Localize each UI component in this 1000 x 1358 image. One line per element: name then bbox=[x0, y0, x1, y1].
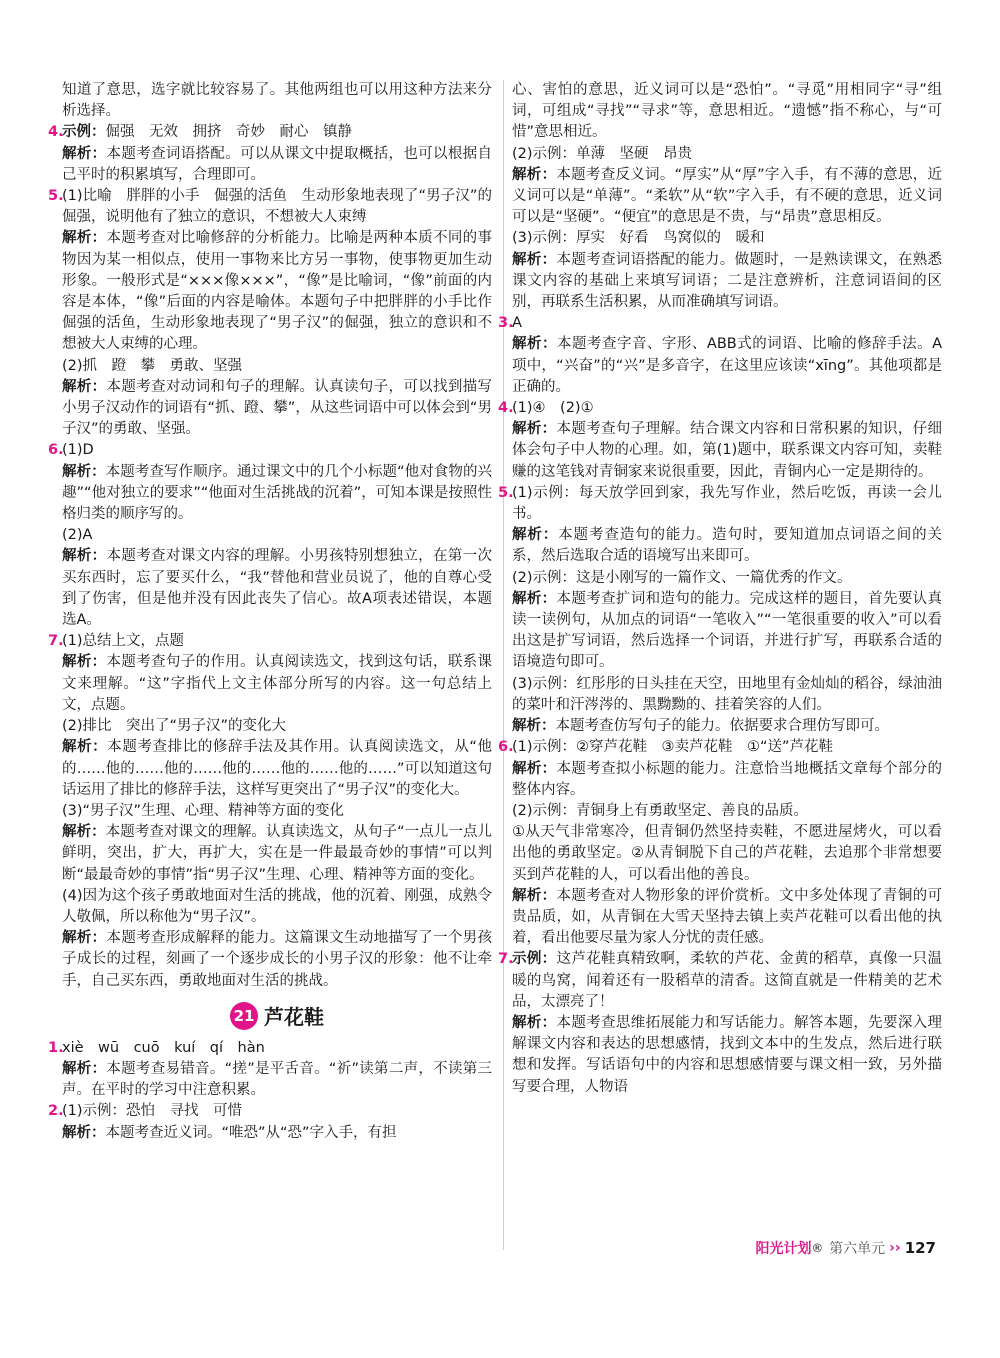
answer-text: 知道了意思，选字就比较容易了。其他两组也可以用这种方法来分析选择。 bbox=[62, 82, 492, 120]
analysis-paragraph bbox=[512, 419, 942, 483]
answer-text: (4)因为这个孩子勇敢地面对生活的挑战，他的沉着、刚强，成熟令人敬佩，所以称他为“男子汉”。 bbox=[62, 887, 492, 925]
answer-text: (2)示例：这是小刚写的一篇作文、一篇优秀的作文。 bbox=[512, 569, 852, 586]
answer-paragraph bbox=[498, 949, 943, 1013]
answer-text: 本题考查写作顺序。通过课文中的几个小标题“他对食物的兴趣”“他对独立的要求”“他面对生活挑战的沉着”，可知本课是按照性格归类的顺序写的。 bbox=[62, 463, 493, 523]
analysis-paragraph bbox=[62, 377, 492, 441]
answer-label: 解析： bbox=[512, 166, 557, 183]
answer-text: (1)示例：恐怕 寻找 可惜 bbox=[62, 1103, 243, 1120]
analysis-paragraph bbox=[62, 546, 492, 631]
answer-text: 本题考查造句的能力。造句时，要知道加点词语之间的关系，然后选取合适的语境写出来即可。 bbox=[512, 527, 943, 565]
answer-label: 示例： bbox=[512, 951, 557, 968]
answer-text: 本题考查思维拓展能力和写话能力。解答本题，先要深入理解课文内容和表达的思想感情，找到文本中的生发点，然后进行联想和发挥。写话语句中的内容和思想感情要与课文相一致，另外描写要合理，人物语 bbox=[512, 1014, 943, 1095]
answer-label: 解析： bbox=[62, 1124, 106, 1141]
answer-label: 解析： bbox=[62, 145, 107, 162]
analysis-paragraph bbox=[512, 886, 942, 950]
answer-paragraph bbox=[48, 186, 492, 228]
registered-mark: ® bbox=[811, 1241, 824, 1255]
answer-text: 本题考查词语搭配的能力。做题时，一是熟读课文，在熟悉课文内容的基础上来填写词语；二是注意辨析，注意词语间的区别，再联系生活积累，从而准确填写词语。 bbox=[512, 251, 943, 311]
answer-text: 本题考查对课文内容的理解。小男孩特别想独立，在第一次买东西时，忘了要买什么，“我”替他和营业员说了，他的自尊心受到了伤害，但是他并没有因此丧失了信心。故A项表述错误，本题选A。 bbox=[62, 548, 493, 629]
answer-label: 解析： bbox=[512, 887, 557, 904]
question-number: 3. bbox=[498, 315, 514, 332]
answer-label: 解析： bbox=[62, 1060, 107, 1077]
answer-label: 解析： bbox=[62, 378, 107, 395]
answer-paragraph bbox=[48, 1038, 492, 1059]
answer-paragraph bbox=[62, 525, 492, 546]
answer-paragraph bbox=[48, 122, 492, 143]
answer-text: xiè wū cuō kuí qí hàn bbox=[62, 1039, 265, 1056]
answer-text: 本题考查句子理解。结合课文内容和日常积累的知识，仔细体会句子中人物的心理。如，第(1)题中，联系课文内容可知，卖鞋赚的这笔钱对青铜家来说很重要，因此，青铜内心一定是期待的。 bbox=[512, 421, 943, 480]
answer-label: 解析： bbox=[62, 824, 106, 841]
answer-label: 解析： bbox=[512, 718, 556, 735]
question-number: 4. bbox=[48, 124, 64, 141]
answer-text: (2)抓 蹬 攀 勇敢、坚强 bbox=[62, 357, 243, 374]
answer-paragraph bbox=[48, 440, 492, 461]
answer-paragraph bbox=[512, 674, 942, 716]
answer-text: (3)示例：厚实 好看 鸟窝似的 暖和 bbox=[512, 230, 765, 247]
answer-text: (1)④ (2)① bbox=[512, 400, 594, 417]
answer-text: 本题考查近义词。“唯恐”从“恐”字入手，有担 bbox=[105, 1124, 397, 1141]
question-number: 1. bbox=[48, 1039, 64, 1056]
answer-label: 解析： bbox=[62, 654, 107, 671]
answer-text: 本题考查对比喻修辞的分析能力。比喻是两种本质不同的事物因为某一相似点，使用一事物来比方另一事物，使事物更加生动形象。一般形式是“×××像×××”，“像”是比喻词，“像”前面的内容是本体，“像”后面的内容是喻体。本题句子中把胖胖的小手比作倔强的活鱼，生动形象地表现了“男子汉”的倔强，独立的意识和不想被大人束缚的心理。 bbox=[62, 230, 493, 353]
answer-label: 解析： bbox=[512, 421, 557, 438]
question-number: 2. bbox=[48, 1103, 64, 1120]
answer-paragraph bbox=[512, 801, 942, 822]
answer-text: (1)总结上文，点题 bbox=[62, 633, 185, 650]
answer-paragraph bbox=[62, 801, 492, 822]
answer-paragraph bbox=[498, 737, 942, 758]
answer-text: 倔强 无效 拥挤 奇妙 耐心 镇静 bbox=[105, 124, 352, 141]
question-number: 7. bbox=[48, 633, 64, 650]
analysis-paragraph bbox=[512, 759, 942, 801]
answer-text: (3)“男子汉”生理、心理、精神等方面的变化 bbox=[62, 802, 345, 819]
analysis-paragraph bbox=[62, 1059, 492, 1101]
left-column bbox=[48, 80, 493, 1144]
page-number: 127 bbox=[904, 1239, 936, 1257]
unit-label: 第六单元 bbox=[829, 1241, 886, 1257]
arrows-icon: ›› bbox=[889, 1240, 901, 1256]
analysis-paragraph bbox=[512, 334, 942, 398]
answer-paragraph bbox=[512, 568, 942, 589]
lesson-title bbox=[62, 998, 492, 1034]
answer-paragraph bbox=[62, 356, 492, 377]
answer-text: 本题考查拟小标题的能力。注意恰当地概括文章每个部分的整体内容。 bbox=[512, 760, 943, 798]
right-column bbox=[498, 80, 943, 1098]
answer-text: 本题考查对课文的理解。认真读选文，从句子“一点儿一点儿鲜明，突出，扩大，再扩大，实在是一件最最奇妙的事情”可以判断“最最奇妙的事情”指“男子汉”生理、心理、精神等方面的变化。 bbox=[62, 824, 493, 883]
answer-label: 解析： bbox=[512, 336, 557, 353]
question-number: 6. bbox=[498, 739, 514, 756]
analysis-paragraph bbox=[512, 165, 942, 229]
answer-paragraph bbox=[512, 822, 942, 886]
page-footer bbox=[755, 1238, 936, 1258]
question-number: 4. bbox=[498, 400, 514, 417]
column-divider bbox=[503, 80, 504, 1250]
answer-text: 本题考查易错音。“搓”是平舌音。“祈”读第二声，不读第三声。在平时的学习中注意积累。 bbox=[62, 1060, 493, 1099]
analysis-paragraph bbox=[512, 1013, 942, 1098]
answer-text: 心、害怕的意思，近义词可以是“恐怕”。“寻觅”用相同字“寻”组词，可组成“寻找”“寻求”等，意思相近。“遗憾”指不称心，与“可惜”意思相近。 bbox=[512, 82, 942, 141]
analysis-paragraph bbox=[62, 928, 492, 992]
question-number: 6. bbox=[48, 442, 64, 459]
answer-paragraph bbox=[512, 144, 942, 165]
answer-text: 本题考查词语搭配。可以从课文中提取概括，也可以根据自己平时的积累填写，合理即可。 bbox=[62, 145, 493, 183]
answer-text: 本题考查对人物形象的评价赏析。文中多处体现了青铜的可贵品质，如，从青铜在大雪天坚持去镇上卖芦花鞋可以看出他的执着，看出他要尽量为家人分忧的责任感。 bbox=[512, 887, 943, 947]
answer-text: 本题考查仿写句子的能力。依据要求合理仿写即可。 bbox=[555, 718, 889, 735]
answer-label: 解析： bbox=[512, 1014, 557, 1031]
analysis-paragraph bbox=[62, 1123, 492, 1144]
answer-text: 本题考查对动词和句子的理解。认真读句子，可以找到描写小男子汉动作的词语有“抓、蹬、攀”，从这些词语中可以体会到“男子汉”的勇敢、坚强。 bbox=[62, 378, 493, 438]
answer-label: 解析： bbox=[512, 527, 559, 544]
answer-text: A bbox=[512, 315, 522, 332]
answer-paragraph bbox=[512, 80, 942, 144]
brand-name: 阳光计划 bbox=[755, 1241, 812, 1257]
analysis-paragraph bbox=[62, 822, 492, 886]
answer-paragraph bbox=[48, 631, 492, 652]
question-number: 7. bbox=[498, 951, 514, 968]
analysis-paragraph bbox=[62, 652, 492, 716]
answer-label: 解析： bbox=[62, 930, 107, 947]
analysis-paragraph bbox=[512, 525, 942, 567]
answer-paragraph bbox=[62, 886, 492, 928]
answer-paragraph bbox=[512, 228, 942, 249]
answer-paragraph bbox=[498, 398, 942, 419]
answer-text: (1)比喻 胖胖的小手 倔强的活鱼 生动形象地表现了“男子汉”的倔强，说明他有了独立的意识，不想被大人束缚 bbox=[62, 188, 492, 226]
analysis-paragraph bbox=[512, 250, 942, 314]
answer-text: (1)D bbox=[62, 442, 94, 459]
answer-text: (1)示例：②穿芦花鞋 ③卖芦花鞋 ①“送”芦花鞋 bbox=[512, 739, 834, 756]
answer-text: (2)A bbox=[62, 527, 93, 544]
answer-text: 本题考查排比的修辞手法及其作用。认真阅读选文，从“他的……他的……他的……他的……他的……他的……”可以知道这句话运用了排比的修辞手法，这样写更突出了“男子汉”的变化大。 bbox=[62, 739, 493, 798]
analysis-paragraph bbox=[62, 462, 492, 526]
answer-label: 解析： bbox=[512, 590, 557, 607]
answer-paragraph bbox=[48, 1101, 492, 1122]
answer-text: (3)示例：红彤彤的日头挂在天空，田地里有金灿灿的稻谷，绿油油的菜叶和汗涔涔的、黑黝黝的、挂着笑容的人们。 bbox=[512, 675, 942, 713]
analysis-paragraph bbox=[512, 716, 942, 737]
answer-text: ①从天气非常寒冷，但青铜仍然坚持卖鞋，不愿进屋烤火，可以看出他的勇敢坚定。②从青铜脱下自己的芦花鞋，去追那个非常想要买到芦花鞋的人，可以看出他的善良。 bbox=[512, 824, 942, 883]
answer-text: (2)排比 突出了“男子汉”的变化大 bbox=[62, 718, 287, 735]
answer-text: (1)示例：每天放学回到家，我先写作业，然后吃饭，再读一会儿书。 bbox=[512, 484, 942, 523]
answer-label: 解析： bbox=[512, 251, 557, 268]
question-number: 5. bbox=[48, 188, 64, 205]
answer-paragraph bbox=[498, 483, 942, 525]
answer-text: 本题考查反义词。“厚实”从“厚”字入手，有不薄的意思，近义词可以是“单薄”。“柔软”从“软”字入手，有不硬的意思，近义词可以是“坚硬”。“便宜”的意思是不贵，与“昂贵”意思相反。 bbox=[512, 166, 943, 226]
answer-text: 本题考查句子的作用。认真阅读选文，找到这句话，联系课文来理解。“这”字指代上文主体部分所写的内容。这一句总结上文，点题。 bbox=[62, 654, 493, 713]
analysis-paragraph bbox=[62, 737, 492, 801]
answer-label: 解析： bbox=[512, 760, 557, 777]
lesson-name: 芦花鞋 bbox=[264, 1005, 324, 1030]
answer-label: 示例： bbox=[62, 124, 106, 141]
answer-text: 本题考查形成解释的能力。这篇课文生动地描写了一个男孩子成长的过程，刻画了一个逐步成长的小男子汉的形象：他不让牵手，自己买东西，勇敢地面对生活的挑战。 bbox=[62, 930, 493, 989]
analysis-paragraph bbox=[62, 228, 492, 355]
analysis-paragraph bbox=[62, 144, 492, 186]
answer-paragraph bbox=[62, 716, 492, 737]
lesson-number-badge: 21 bbox=[230, 1002, 258, 1030]
answer-text: 本题考查字音、字形、ABB式的词语、比喻的修辞手法。A项中，“兴奋”的“兴”是多音字，在这里应该读“xīng”。其他项都是正确的。 bbox=[512, 336, 943, 395]
answer-paragraph bbox=[62, 80, 492, 122]
answer-paragraph bbox=[498, 313, 942, 334]
answer-label: 解析： bbox=[62, 463, 106, 480]
answer-text: 这芦花鞋真精致啊，柔软的芦花、金黄的稻草，真像一只温暖的鸟窝，闻着还有一股稻草的清香。这简直就是一件精美的艺术品，太漂亮了！ bbox=[512, 951, 943, 1010]
answer-text: (2)示例：青铜身上有勇敢坚定、善良的品质。 bbox=[512, 802, 809, 819]
answer-text: 本题考查扩词和造句的能力。完成这样的题目，首先要认真读一读例句，从加点的词语“一笔收入”“一笔很重要的收入”可以看出这是扩写词语，然后选择一个词语，并进行扩写，再联系合适的语境造句即可。 bbox=[512, 590, 943, 671]
answer-label: 解析： bbox=[62, 230, 107, 247]
analysis-paragraph bbox=[512, 589, 942, 674]
answer-text: (2)示例：单薄 坚硬 昂贵 bbox=[512, 145, 693, 162]
answer-label: 解析： bbox=[62, 739, 108, 756]
answer-label: 解析： bbox=[62, 548, 107, 565]
question-number: 5. bbox=[498, 484, 514, 501]
